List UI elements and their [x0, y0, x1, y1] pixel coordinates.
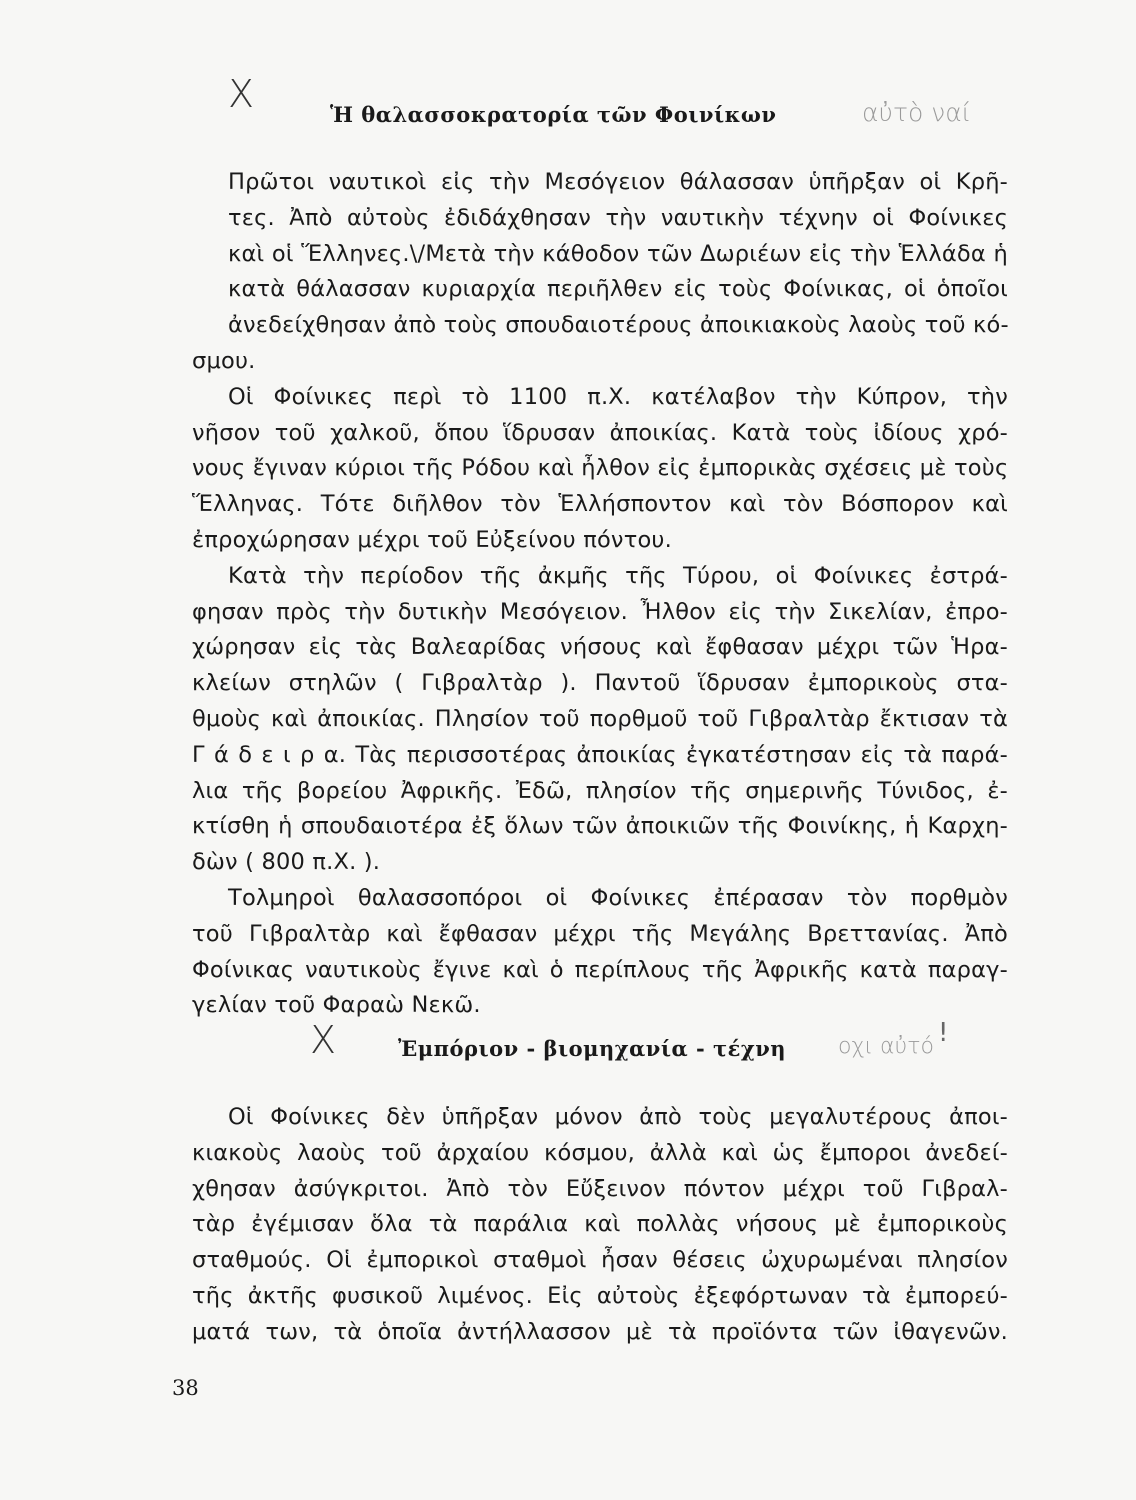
text-line: Γ ά δ ε ι ρ α. Τὰς περισσοτέρας ἀποικίας ἐγκατέστησαν εἰς τὰ παρά-: [192, 741, 1008, 768]
text-line: τὰρ ἐγέμισαν ὅλα τὰ παράλια καὶ πολλὰς νήσους μὲ ἐμπορικοὺς: [192, 1211, 1008, 1238]
text-line: λια τῆς βορείου Ἀφρικῆς. Ἐδῶ, πλησίον τῆς σημερινῆς Τύνιδος, ἐ-: [192, 777, 1008, 804]
text-line: Κατὰ τὴν περίοδον τῆς ἀκμῆς τῆς Τύρου, οἱ Φοίνικες ἐστρά-: [228, 562, 1008, 589]
handwritten-x-mark: X: [228, 72, 255, 116]
text-line: Πρῶτοι ναυτικοὶ εἰς τὴν Μεσόγειον θάλασσαν ὑπῆρξαν οἱ Κρῆ-: [228, 169, 1008, 195]
text-line: νους ἔγιναν κύριοι τῆς Ρόδου καὶ ἦλθον εἰς ἐμπορικὰς σχέσεις μὲ τοὺς: [192, 455, 1009, 482]
text-line: ἀνεδείχθησαν ἀπὸ τοὺς σπουδαιοτέρους ἀποικιακοὺς λαοὺς τοῦ κό-: [228, 312, 1009, 339]
text-line: Οἱ Φοίνικες δὲν ὑπῆρξαν μόνον ἀπὸ τοὺς μεγαλυτέρους ἀποι-: [228, 1104, 1008, 1130]
text-line: νῆσον τοῦ χαλκοῦ, ὅπου ἵδρυσαν ἀποικίας. Κατὰ τοὺς ἰδίους χρό-: [192, 419, 1008, 446]
text-line: καὶ οἱ Ἕλληνες.\/Μετὰ τὴν κάθοδον τῶν Δωριέων εἰς τὴν Ἑλλάδα ἡ: [228, 240, 1008, 267]
text-line: ἐπροχώρησαν μέχρι τοῦ Εὐξείνου πόντου.: [192, 526, 672, 553]
section-title-phoenician-thalassocracy: Ἡ θαλασσοκρατορία τῶν Φοινίκων: [330, 102, 777, 127]
section1-body: [192, 165, 1009, 1024]
text-line: φησαν πρὸς τὴν δυτικὴν Μεσόγειον. Ἦλθον εἰς τὴν Σικελίαν, ἐπρο-: [192, 598, 1008, 625]
text-line: χώρησαν εἰς τὰς Βαλεαρίδας νήσους καὶ ἔφθασαν μέχρι τῶν Ἡρα-: [192, 634, 1008, 661]
text-line: σμου.: [192, 347, 256, 374]
text-line: χθησαν ἀσύγκριτοι. Ἀπὸ τὸν Εὔξεινον πόντον μέχρι τοῦ Γιβραλ-: [192, 1175, 1008, 1202]
text-line: δὼν ( 800 π.Χ. ).: [192, 849, 381, 876]
text-line: γελίαν τοῦ Φαραὼ Νεκῶ.: [192, 992, 481, 1019]
text-line: Οἱ Φοίνικες περὶ τὸ 1100 π.Χ. κατέλαβον τὴν Κύπρον, τὴν: [228, 383, 1008, 410]
text-line: Τολμηροὶ θαλασσοπόροι οἱ Φοίνικες ἐπέρασαν τὸν πορθμὸν: [228, 884, 1008, 911]
text-line: ματά των, τὰ ὁποῖα ἀντήλλασσον μὲ τὰ προϊόντα τῶν ἰθαγενῶν.: [192, 1318, 1008, 1345]
text-line: κατὰ θάλασσαν κυριαρχία περιῆλθεν εἰς τοὺς Φοίνικας, οἱ ὁποῖοι: [228, 276, 1008, 303]
handwritten-x-mark: X: [310, 1018, 337, 1062]
text-line: κτίσθη ἡ σπουδαιοτέρα ἐξ ὅλων τῶν ἀποικιῶν τῆς Φοινίκης, ἡ Καρχη-: [192, 813, 1008, 840]
handwritten-exclamation: !: [938, 1018, 949, 1048]
text-line: κιακοὺς λαοὺς τοῦ ἀρχαίου κόσμου, ἀλλὰ καὶ ὡς ἔμποροι ἀνεδεί-: [192, 1139, 1008, 1166]
text-line: σταθμούς. Οἱ ἐμπορικοὶ σταθμοὶ ἦσαν θέσεις ὠχυρωμέναι πλησίον: [192, 1247, 1008, 1274]
text-line: θμοὺς καὶ ἀποικίας. Πλησίον τοῦ πορθμοῦ τοῦ Γιβραλτὰρ ἔκτισαν τὰ: [192, 705, 1008, 732]
text-line: τες. Ἀπὸ αὐτοὺς ἐδιδάχθησαν τὴν ναυτικὴν τέχνην οἱ Φοίνικες: [228, 204, 1008, 231]
text-line: τοῦ Γιβραλτὰρ καὶ ἔφθασαν μέχρι τῆς Μεγάλης Βρεττανίας. Ἀπὸ: [192, 920, 1008, 947]
handwritten-annotation-not-this: οχι αὐτό: [838, 1034, 934, 1059]
text-line: τῆς ἀκτῆς φυσικοῦ λιμένος. Εἰς αὐτοὺς ἐξεφόρτωναν τὰ ἐμπορεύ-: [192, 1282, 1008, 1309]
page-number: 38: [172, 1376, 199, 1400]
text-line: κλείων στηλῶν ( Γιβραλτὰρ ). Παντοῦ ἵδρυσαν ἐμπορικοὺς στα-: [192, 670, 1008, 697]
section2-body: [192, 1100, 1008, 1351]
handwritten-annotation-yes: αὐτὸ ναί: [862, 98, 972, 127]
text-line: Ἕλληνας. Τότε διῆλθον τὸν Ἑλλήσποντον καὶ τὸν Βόσπορον καὶ: [192, 491, 1008, 518]
section-title-commerce-industry-art: Ἐμπόριον - βιομηχανία - τέχνη: [398, 1036, 787, 1061]
text-line: Φοίνικας ναυτικοὺς ἔγινε καὶ ὁ περίπλους τῆς Ἀφρικῆς κατὰ παραγ-: [192, 956, 1008, 983]
